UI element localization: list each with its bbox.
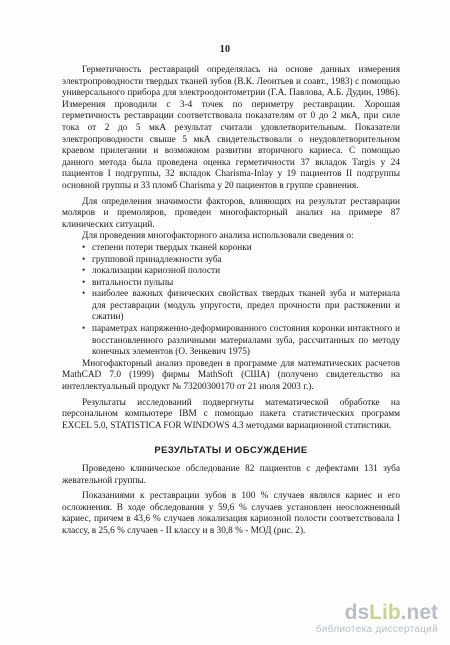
paragraph-factor-significance: Для определения значимости факторов, влияющих на результат реставрации моляров и премоляров, проведен многофакторный анализ на примере 87 клинических ситуаций.: [62, 196, 400, 230]
section-heading: РЕЗУЛЬТАТЫ И ОБСУЖДЕНИЕ: [154, 444, 308, 456]
paragraph-hermeticity: Герметичность реставраций определялась на основе данных измерения электропроводности твердых тканей зубов (В.К. Леонтьев и соавт., 1983) с помощью универсального прибора для электроодонтометрии (Г.А. Павлова, А.Б. Дудин, 1986). Измерения проводили с 3-4 точек по периметру реставрации. Хорошая герметичность реставрации соответствовала показателям от 0 до 2 мкА, при силе тока от 2 до 5 мкА результат считали удовлетворительным. Показатели электропроводности свыше 5 мкА свидетельствовали о неудовлетворительном краевом прилегании и возможном развитии вторичного кариеса. С помощью данного метода была проведена оценка герметичности 37 вкладок Targis у 24 пациентов I подгруппы, 32 вкладок Charisma-Inlay у 19 пациентов II подгруппы основной группы и 33 пломб Charisma у 20 пациентов в группе сравнения.: [62, 65, 400, 191]
paragraph-analysis-intro: Для проведения многофакторного анализа использовали сведения о:: [82, 231, 354, 242]
list-item: • витальности пульпы: [82, 278, 400, 290]
dslib-watermark: [316, 602, 438, 635]
dslib-subtitle: библиотека диссертаций: [315, 624, 438, 635]
paragraph-mathcad: Многофакторный анализ проведен в программе для математических расчетов MathCAD 7.0 (1999) фирмы MathSoft (США) (получено свидетельство на интеллектуальный продукт № 73200300170 от 21 июля 2003 г.).: [62, 358, 400, 393]
factors-list: [62, 243, 400, 359]
list-item: • локализации кариозной полости: [82, 266, 400, 278]
page-number: 10: [219, 44, 231, 55]
list-item: • групповой принадлежности зуба: [82, 255, 400, 267]
list-item: • степени потери твердых тканей коронки: [82, 243, 400, 255]
dslib-logo: dsLib.net: [344, 601, 438, 624]
list-item: • наиболее важных физических свойствах твердых тканей зуба и материала для реставрации (модуль упругости, предел прочности при растяжении и сжатии): [82, 289, 400, 324]
page-body: [62, 65, 400, 538]
paragraph-indications: Показаниями к реставрации зубов в 100 % случаев являлся кариес и его осложнения. В ходе обследования у 59,6 % случаев установлен неосложненный кариес, причем в 43,6 % случаев локализация кариозной полости соответствовала I классу, в 25,6 % случаев - II классу и в 30,8 % - МОД (рис. 2).: [62, 491, 400, 536]
list-item: • параметрах напряженно-деформированного состояния коронки интактного и восстановленного различными материалами зуба, рассчитанных по методу конечных элементов (О. Зенкевич 1975): [82, 324, 400, 359]
paragraph-statistics: Результаты исследований подвергнуты математической обработке на персональном компьютере IBM с помощью пакета статистических программ EXCEL 5.0, STATISTICA FOR WINDOWS 4.3 методами вариационной статистики.: [62, 397, 400, 431]
paragraph-clinical-exam: Проведено клиническое обследование 82 пациентов с дефектами 131 зуба жевательной группы.: [62, 464, 400, 486]
